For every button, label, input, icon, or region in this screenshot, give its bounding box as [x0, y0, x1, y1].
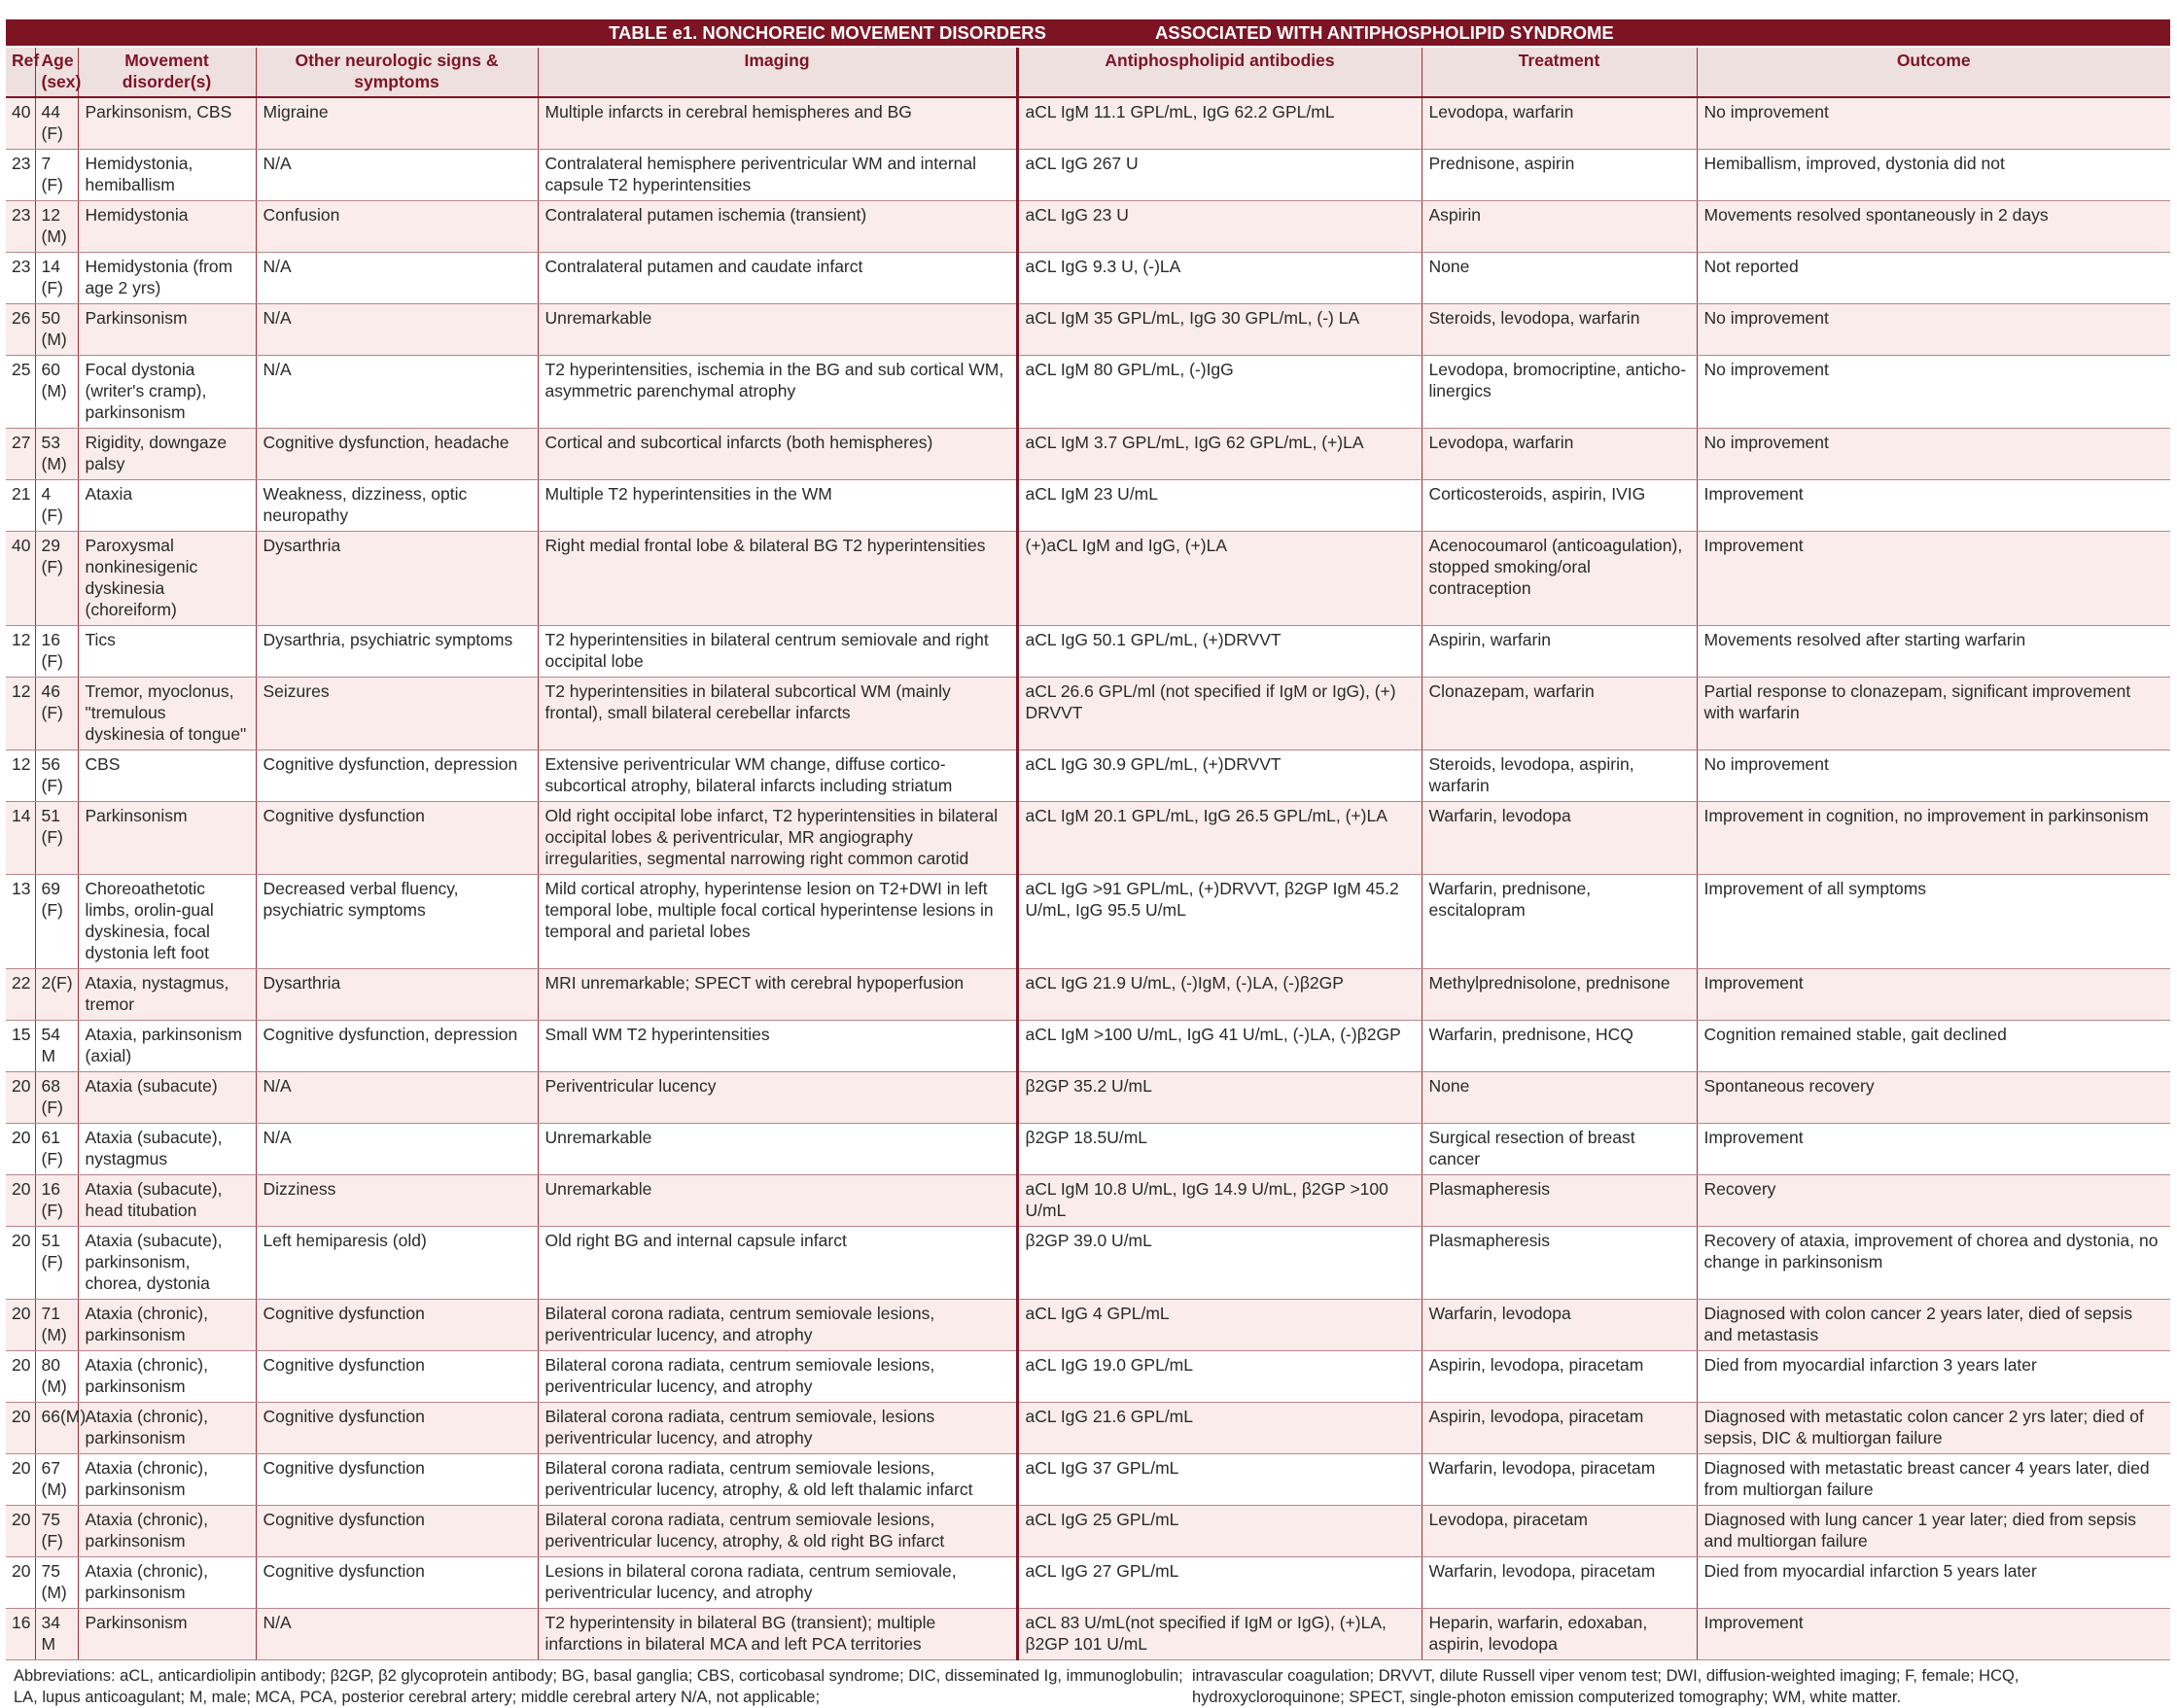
cell-movement-disorder: Ataxia, nystagmus, tremor [78, 969, 256, 1021]
cell-outcome: No improvement [1697, 97, 2170, 150]
cell-imaging: Periventricular lucency [538, 1072, 1017, 1124]
cell-treatment: None [1422, 253, 1697, 304]
cell-antibodies: aCL IgG 267 U [1017, 150, 1422, 201]
cell-other-signs: Dysarthria [256, 532, 538, 626]
cell-treatment: Clonazepam, warfarin [1422, 678, 1697, 750]
cell-age-sex: 75 (M) [35, 1557, 78, 1609]
cell-age-sex: 68 (F) [35, 1072, 78, 1124]
cell-antibodies: aCL IgM >100 U/mL, IgG 41 U/mL, (-)LA, (-)β2GP [1017, 1021, 1422, 1072]
cell-ref: 27 [6, 429, 35, 480]
cell-antibodies: aCL IgM 80 GPL/mL, (-)IgG [1017, 356, 1422, 429]
cell-other-signs: Decreased verbal fluency, psychiatric symptoms [256, 875, 538, 969]
cell-antibodies: aCL 26.6 GPL/ml (not specified if IgM or IgG), (+) DRVVT [1017, 678, 1422, 750]
col-header-imaging: Imaging [538, 48, 1017, 97]
table-row [6, 1557, 2170, 1609]
cell-ref: 13 [6, 875, 35, 969]
cell-imaging: Contralateral hemisphere periventricular WM and internal capsule T2 hyperintensities [538, 150, 1017, 201]
cell-outcome: Improvement [1697, 1609, 2170, 1660]
table-row [6, 1124, 2170, 1175]
cell-antibodies: aCL IgG 25 GPL/mL [1017, 1506, 1422, 1557]
cell-imaging: Cortical and subcortical infarcts (both hemispheres) [538, 429, 1017, 480]
cell-treatment: Plasmapheresis [1422, 1175, 1697, 1227]
cell-age-sex: 60 (M) [35, 356, 78, 429]
cell-treatment: Warfarin, prednisone, HCQ [1422, 1021, 1697, 1072]
cell-movement-disorder: Hemidystonia (from age 2 yrs) [78, 253, 256, 304]
cell-imaging: Bilateral corona radiata, centrum semiovale lesions, periventricular lucency, and atrophy [538, 1300, 1017, 1351]
table-row [6, 750, 2170, 802]
cell-imaging: Unremarkable [538, 1175, 1017, 1227]
cell-other-signs: Cognitive dysfunction [256, 1351, 538, 1403]
col-header-age: Age (sex) [35, 48, 78, 97]
cell-other-signs: Left hemiparesis (old) [256, 1227, 538, 1300]
cell-antibodies: aCL IgG >91 GPL/mL, (+)DRVVT, β2GP IgM 45.2 U/mL, IgG 95.5 U/mL [1017, 875, 1422, 969]
cell-other-signs: Dysarthria, psychiatric symptoms [256, 626, 538, 678]
cell-ref: 15 [6, 1021, 35, 1072]
cell-treatment: Levodopa, warfarin [1422, 97, 1697, 150]
cell-antibodies: aCL IgG 9.3 U, (-)LA [1017, 253, 1422, 304]
table-row [6, 356, 2170, 429]
table-row [6, 304, 2170, 356]
table-row [6, 1072, 2170, 1124]
cell-ref: 20 [6, 1454, 35, 1506]
cell-antibodies: aCL IgG 21.6 GPL/mL [1017, 1403, 1422, 1454]
cell-movement-disorder: Tremor, myoclonus, "tremulous dyskinesia of tongue" [78, 678, 256, 750]
cell-antibodies: aCL IgG 21.9 U/mL, (-)IgM, (-)LA, (-)β2GP [1017, 969, 1422, 1021]
cell-ref: 20 [6, 1072, 35, 1124]
cell-movement-disorder: Ataxia (subacute), nystagmus [78, 1124, 256, 1175]
cell-imaging: Bilateral corona radiata, centrum semiovale lesions, periventricular lucency, and atrophy [538, 1351, 1017, 1403]
cell-ref: 12 [6, 626, 35, 678]
cell-other-signs: Cognitive dysfunction [256, 1403, 538, 1454]
cell-movement-disorder: Ataxia (chronic), parkinsonism [78, 1403, 256, 1454]
cell-outcome: No improvement [1697, 429, 2170, 480]
cell-outcome: Recovery [1697, 1175, 2170, 1227]
cell-outcome: Died from myocardial infarction 5 years later [1697, 1557, 2170, 1609]
cell-other-signs: N/A [256, 1609, 538, 1660]
cell-antibodies: aCL IgG 50.1 GPL/mL, (+)DRVVT [1017, 626, 1422, 678]
cell-age-sex: 50 (M) [35, 304, 78, 356]
cell-ref: 20 [6, 1227, 35, 1300]
cell-age-sex: 51 (F) [35, 1227, 78, 1300]
cell-imaging: MRI unremarkable; SPECT with cerebral hypoperfusion [538, 969, 1017, 1021]
cell-antibodies: aCL IgM 35 GPL/mL, IgG 30 GPL/mL, (-) LA [1017, 304, 1422, 356]
table-row [6, 480, 2170, 532]
cell-imaging: T2 hyperintensities, ischemia in the BG and sub cortical WM, asymmetric parenchymal atrophy [538, 356, 1017, 429]
cell-ref: 12 [6, 678, 35, 750]
cell-outcome: Cognition remained stable, gait declined [1697, 1021, 2170, 1072]
table-row [6, 150, 2170, 201]
cell-other-signs: Seizures [256, 678, 538, 750]
cell-imaging: T2 hyperintensities in bilateral subcortical WM (mainly frontal), small bilateral cerebellar infarcts [538, 678, 1017, 750]
cell-treatment: Aspirin, levodopa, piracetam [1422, 1403, 1697, 1454]
cell-ref: 25 [6, 356, 35, 429]
table-row [6, 97, 2170, 150]
col-header-movement-disorder: Movement disorder(s) [78, 48, 256, 97]
cell-outcome: No improvement [1697, 304, 2170, 356]
cell-movement-disorder: Paroxysmal nonkinesigenic dyskinesia (choreiform) [78, 532, 256, 626]
cell-movement-disorder: Hemidystonia, hemiballism [78, 150, 256, 201]
cell-movement-disorder: Ataxia (chronic), parkinsonism [78, 1351, 256, 1403]
table-row [6, 1021, 2170, 1072]
cell-imaging: Extensive periventricular WM change, diffuse cortico-subcortical atrophy, bilateral infarcts including striatum [538, 750, 1017, 802]
cell-ref: 20 [6, 1403, 35, 1454]
cell-age-sex: 2(F) [35, 969, 78, 1021]
cell-outcome: Recovery of ataxia, improvement of chorea and dystonia, no change in parkinsonism [1697, 1227, 2170, 1300]
cell-treatment: Levodopa, warfarin [1422, 429, 1697, 480]
cell-movement-disorder: Parkinsonism [78, 1609, 256, 1660]
cell-outcome: Diagnosed with colon cancer 2 years later, died of sepsis and metastasis [1697, 1300, 2170, 1351]
cell-outcome: Hemiballism, improved, dystonia did not [1697, 150, 2170, 201]
cell-outcome: Improvement [1697, 532, 2170, 626]
cell-treatment: Steroids, levodopa, aspirin, warfarin [1422, 750, 1697, 802]
cell-treatment: Levodopa, piracetam [1422, 1506, 1697, 1557]
col-header-antibodies: Antiphospholipid antibodies [1017, 48, 1422, 97]
cell-other-signs: N/A [256, 356, 538, 429]
cell-age-sex: 80 (M) [35, 1351, 78, 1403]
cell-age-sex: 53 (M) [35, 429, 78, 480]
cell-other-signs: N/A [256, 1072, 538, 1124]
cell-antibodies: aCL IgG 4 GPL/mL [1017, 1300, 1422, 1351]
cell-movement-disorder: Choreoathetotic limbs, orolin-gual dyskinesia, focal dystonia left foot [78, 875, 256, 969]
cell-other-signs: N/A [256, 1124, 538, 1175]
cell-age-sex: 4 (F) [35, 480, 78, 532]
cell-imaging: Lesions in bilateral corona radiata, centrum semiovale, periventricular lucency, and atrophy [538, 1557, 1017, 1609]
cell-ref: 20 [6, 1506, 35, 1557]
cell-outcome: Died from myocardial infarction 3 years later [1697, 1351, 2170, 1403]
header-row [6, 48, 2170, 97]
cell-other-signs: Cognitive dysfunction [256, 1300, 538, 1351]
cell-imaging: Bilateral corona radiata, centrum semiovale lesions, periventricular lucency, atrophy, & old left thalamic infarct [538, 1454, 1017, 1506]
cell-age-sex: 56 (F) [35, 750, 78, 802]
col-header-outcome: Outcome [1697, 48, 2170, 97]
cell-imaging: Bilateral corona radiata, centrum semiovale, lesions periventricular lucency, and atrophy [538, 1403, 1017, 1454]
table-row [6, 1227, 2170, 1300]
cell-movement-disorder: Ataxia (chronic), parkinsonism [78, 1557, 256, 1609]
cell-antibodies: aCL IgG 30.9 GPL/mL, (+)DRVVT [1017, 750, 1422, 802]
movement-disorders-table [6, 48, 2170, 1660]
cell-outcome: Movements resolved spontaneously in 2 days [1697, 201, 2170, 253]
table-body [6, 97, 2170, 1660]
cell-age-sex: 75 (F) [35, 1506, 78, 1557]
cell-treatment: Prednisone, aspirin [1422, 150, 1697, 201]
cell-antibodies: (+)aCL IgM and IgG, (+)LA [1017, 532, 1422, 626]
cell-outcome: Spontaneous recovery [1697, 1072, 2170, 1124]
cell-other-signs: Dysarthria [256, 969, 538, 1021]
cell-movement-disorder: Ataxia (chronic), parkinsonism [78, 1506, 256, 1557]
cell-treatment: Steroids, levodopa, warfarin [1422, 304, 1697, 356]
document [6, 19, 2170, 1708]
cell-ref: 20 [6, 1124, 35, 1175]
table-row [6, 532, 2170, 626]
cell-other-signs: Cognitive dysfunction, depression [256, 1021, 538, 1072]
table-row [6, 1403, 2170, 1454]
cell-antibodies: β2GP 39.0 U/mL [1017, 1227, 1422, 1300]
cell-ref: 14 [6, 802, 35, 875]
cell-outcome: Improvement of all symptoms [1697, 875, 2170, 969]
table-row [6, 253, 2170, 304]
cell-antibodies: aCL IgG 23 U [1017, 201, 1422, 253]
cell-treatment: Aspirin, levodopa, piracetam [1422, 1351, 1697, 1403]
cell-movement-disorder: Ataxia, parkinsonism (axial) [78, 1021, 256, 1072]
cell-treatment: Corticosteroids, aspirin, IVIG [1422, 480, 1697, 532]
table-row [6, 429, 2170, 480]
cell-imaging: Unremarkable [538, 1124, 1017, 1175]
cell-movement-disorder: Rigidity, downgaze palsy [78, 429, 256, 480]
cell-other-signs: Cognitive dysfunction [256, 1557, 538, 1609]
cell-age-sex: 44 (F) [35, 97, 78, 150]
cell-ref: 20 [6, 1300, 35, 1351]
abbreviations-footnote [6, 1665, 2170, 1708]
footnote-right: intravascular coagulation; DRVVT, dilute Russell viper venom test; DWI, diffusion-weighted imaging; F, female; HCQ, hydroxycloroquinone; SPECT, single-photon emission computerized tomography; WM, white matter. [1192, 1667, 2019, 1706]
cell-treatment: Warfarin, levodopa [1422, 802, 1697, 875]
cell-age-sex: 34 M [35, 1609, 78, 1660]
cell-age-sex: 16 (F) [35, 1175, 78, 1227]
cell-treatment: Warfarin, levodopa, piracetam [1422, 1557, 1697, 1609]
cell-imaging: Old right occipital lobe infarct, T2 hyperintensities in bilateral occipital lobes & periventricular, MR angiography irregularities, segmental narrowing right common carotid [538, 802, 1017, 875]
cell-other-signs: N/A [256, 304, 538, 356]
cell-other-signs: Confusion [256, 201, 538, 253]
cell-outcome: Diagnosed with lung cancer 1 year later; died from sepsis and multiorgan failure [1697, 1506, 2170, 1557]
cell-treatment: Warfarin, levodopa, piracetam [1422, 1454, 1697, 1506]
cell-ref: 20 [6, 1175, 35, 1227]
cell-ref: 23 [6, 150, 35, 201]
cell-imaging: T2 hyperintensities in bilateral centrum semiovale and right occipital lobe [538, 626, 1017, 678]
cell-ref: 23 [6, 253, 35, 304]
cell-other-signs: N/A [256, 253, 538, 304]
table-row [6, 678, 2170, 750]
cell-antibodies: β2GP 18.5U/mL [1017, 1124, 1422, 1175]
cell-other-signs: Migraine [256, 97, 538, 150]
cell-other-signs: N/A [256, 150, 538, 201]
cell-other-signs: Cognitive dysfunction [256, 1454, 538, 1506]
cell-outcome: Improvement in cognition, no improvement in parkinsonism [1697, 802, 2170, 875]
cell-age-sex: 51 (F) [35, 802, 78, 875]
cell-movement-disorder: Ataxia (subacute), parkinsonism, chorea, dystonia [78, 1227, 256, 1300]
cell-movement-disorder: Ataxia (chronic), parkinsonism [78, 1300, 256, 1351]
cell-imaging: Multiple infarcts in cerebral hemispheres and BG [538, 97, 1017, 150]
cell-movement-disorder: Ataxia (subacute), head titubation [78, 1175, 256, 1227]
cell-movement-disorder: Focal dystonia (writer's cramp), parkinsonism [78, 356, 256, 429]
table-row [6, 1454, 2170, 1506]
cell-ref: 40 [6, 97, 35, 150]
cell-other-signs: Cognitive dysfunction, headache [256, 429, 538, 480]
cell-age-sex: 66(M) [35, 1403, 78, 1454]
cell-outcome: Not reported [1697, 253, 2170, 304]
cell-other-signs: Cognitive dysfunction [256, 1506, 538, 1557]
cell-outcome: Movements resolved after starting warfarin [1697, 626, 2170, 678]
cell-age-sex: 69 (F) [35, 875, 78, 969]
cell-age-sex: 71 (M) [35, 1300, 78, 1351]
cell-outcome: No improvement [1697, 356, 2170, 429]
cell-age-sex: 7 (F) [35, 150, 78, 201]
table-title-bar [6, 19, 2170, 48]
table-row [6, 1351, 2170, 1403]
cell-age-sex: 67 (M) [35, 1454, 78, 1506]
cell-ref: 20 [6, 1351, 35, 1403]
cell-imaging: Old right BG and internal capsule infarct [538, 1227, 1017, 1300]
table-title-left: TABLE e1. NONCHOREIC MOVEMENT DISORDERS [609, 21, 1046, 43]
cell-imaging: Mild cortical atrophy, hyperintense lesion on T2+DWI in left temporal lobe, multiple focal cortical hyperintense lesions in temporal and parietal lobes [538, 875, 1017, 969]
cell-imaging: Bilateral corona radiata, centrum semiovale lesions, periventricular lucency, atrophy, & old right BG infarct [538, 1506, 1017, 1557]
cell-antibodies: β2GP 35.2 U/mL [1017, 1072, 1422, 1124]
cell-movement-disorder: Tics [78, 626, 256, 678]
cell-movement-disorder: Parkinsonism [78, 802, 256, 875]
cell-antibodies: aCL IgG 19.0 GPL/mL [1017, 1351, 1422, 1403]
cell-antibodies: aCL IgM 11.1 GPL/mL, IgG 62.2 GPL/mL [1017, 97, 1422, 150]
cell-age-sex: 46 (F) [35, 678, 78, 750]
table-row [6, 1175, 2170, 1227]
cell-treatment: Plasmapheresis [1422, 1227, 1697, 1300]
cell-antibodies: aCL IgG 37 GPL/mL [1017, 1454, 1422, 1506]
cell-age-sex: 14 (F) [35, 253, 78, 304]
table-title-right: ASSOCIATED WITH ANTIPHOSPHOLIPID SYNDROME [1155, 21, 1614, 43]
cell-antibodies: aCL IgM 10.8 U/mL, IgG 14.9 U/mL, β2GP >100 U/mL [1017, 1175, 1422, 1227]
cell-imaging: Right medial frontal lobe & bilateral BG T2 hyperintensities [538, 532, 1017, 626]
cell-imaging: Unremarkable [538, 304, 1017, 356]
cell-outcome: Improvement [1697, 480, 2170, 532]
cell-treatment: Warfarin, levodopa [1422, 1300, 1697, 1351]
cell-antibodies: aCL IgG 27 GPL/mL [1017, 1557, 1422, 1609]
cell-outcome: No improvement [1697, 750, 2170, 802]
cell-treatment: Surgical resection of breast cancer [1422, 1124, 1697, 1175]
cell-ref: 20 [6, 1557, 35, 1609]
cell-ref: 40 [6, 532, 35, 626]
cell-treatment: Levodopa, bromocriptine, anticho-linergics [1422, 356, 1697, 429]
cell-ref: 22 [6, 969, 35, 1021]
table-row [6, 969, 2170, 1021]
cell-outcome: Improvement [1697, 969, 2170, 1021]
cell-age-sex: 12 (M) [35, 201, 78, 253]
cell-movement-disorder: Ataxia [78, 480, 256, 532]
cell-ref: 12 [6, 750, 35, 802]
cell-other-signs: Dizziness [256, 1175, 538, 1227]
cell-treatment: Aspirin, warfarin [1422, 626, 1697, 678]
cell-other-signs: Cognitive dysfunction, depression [256, 750, 538, 802]
cell-other-signs: Weakness, dizziness, optic neuropathy [256, 480, 538, 532]
table-row [6, 875, 2170, 969]
cell-movement-disorder: Parkinsonism [78, 304, 256, 356]
footnote-left: Abbreviations: aCL, anticardiolipin antibody; β2GP, β2 glycoprotein antibody; BG, basal ganglia; CBS, corticobasal syndrome; DIC, disseminated Ig, immunoglobulin; LA, lupus anticoagulant; M, male; MCA, PCA, posterior cerebral artery; middle cerebral artery N/A, not applicable; [14, 1667, 1183, 1706]
cell-ref: 26 [6, 304, 35, 356]
table-row [6, 802, 2170, 875]
col-header-treatment: Treatment [1422, 48, 1697, 97]
cell-antibodies: aCL 83 U/mL(not specified if IgM or IgG), (+)LA, β2GP 101 U/mL [1017, 1609, 1422, 1660]
cell-movement-disorder: Ataxia (subacute) [78, 1072, 256, 1124]
cell-ref: 21 [6, 480, 35, 532]
table-row [6, 1506, 2170, 1557]
cell-imaging: Small WM T2 hyperintensities [538, 1021, 1017, 1072]
col-header-other-signs: Other neurologic signs & symptoms [256, 48, 538, 97]
table-row [6, 626, 2170, 678]
cell-imaging: Contralateral putamen ischemia (transient) [538, 201, 1017, 253]
cell-outcome: Diagnosed with metastatic breast cancer 4 years later, died from multiorgan failure [1697, 1454, 2170, 1506]
cell-ref: 16 [6, 1609, 35, 1660]
cell-movement-disorder: CBS [78, 750, 256, 802]
cell-treatment: Warfarin, prednisone, escitalopram [1422, 875, 1697, 969]
cell-age-sex: 61 (F) [35, 1124, 78, 1175]
cell-movement-disorder: Ataxia (chronic), parkinsonism [78, 1454, 256, 1506]
cell-treatment: Heparin, warfarin, edoxaban, aspirin, levodopa [1422, 1609, 1697, 1660]
cell-movement-disorder: Hemidystonia [78, 201, 256, 253]
cell-imaging: Multiple T2 hyperintensities in the WM [538, 480, 1017, 532]
col-header-ref: Ref [6, 48, 35, 97]
cell-movement-disorder: Parkinsonism, CBS [78, 97, 256, 150]
cell-treatment: Methylprednisolone, prednisone [1422, 969, 1697, 1021]
cell-antibodies: aCL IgM 20.1 GPL/mL, IgG 26.5 GPL/mL, (+)LA [1017, 802, 1422, 875]
cell-other-signs: Cognitive dysfunction [256, 802, 538, 875]
cell-treatment: Aspirin [1422, 201, 1697, 253]
table-row [6, 1300, 2170, 1351]
cell-treatment: None [1422, 1072, 1697, 1124]
table-row [6, 1609, 2170, 1660]
table-row [6, 201, 2170, 253]
cell-treatment: Acenocoumarol (anticoagulation), stopped smoking/oral contraception [1422, 532, 1697, 626]
cell-imaging: Contralateral putamen and caudate infarct [538, 253, 1017, 304]
cell-antibodies: aCL IgM 3.7 GPL/mL, IgG 62 GPL/mL, (+)LA [1017, 429, 1422, 480]
cell-age-sex: 16 (F) [35, 626, 78, 678]
cell-age-sex: 54 M [35, 1021, 78, 1072]
cell-ref: 23 [6, 201, 35, 253]
cell-outcome: Partial response to clonazepam, significant improvement with warfarin [1697, 678, 2170, 750]
cell-antibodies: aCL IgM 23 U/mL [1017, 480, 1422, 532]
cell-age-sex: 29 (F) [35, 532, 78, 626]
cell-outcome: Improvement [1697, 1124, 2170, 1175]
cell-outcome: Diagnosed with metastatic colon cancer 2 yrs later; died of sepsis, DIC & multiorgan failure [1697, 1403, 2170, 1454]
cell-imaging: T2 hyperintensity in bilateral BG (transient); multiple infarctions in bilateral MCA and left PCA territories [538, 1609, 1017, 1660]
